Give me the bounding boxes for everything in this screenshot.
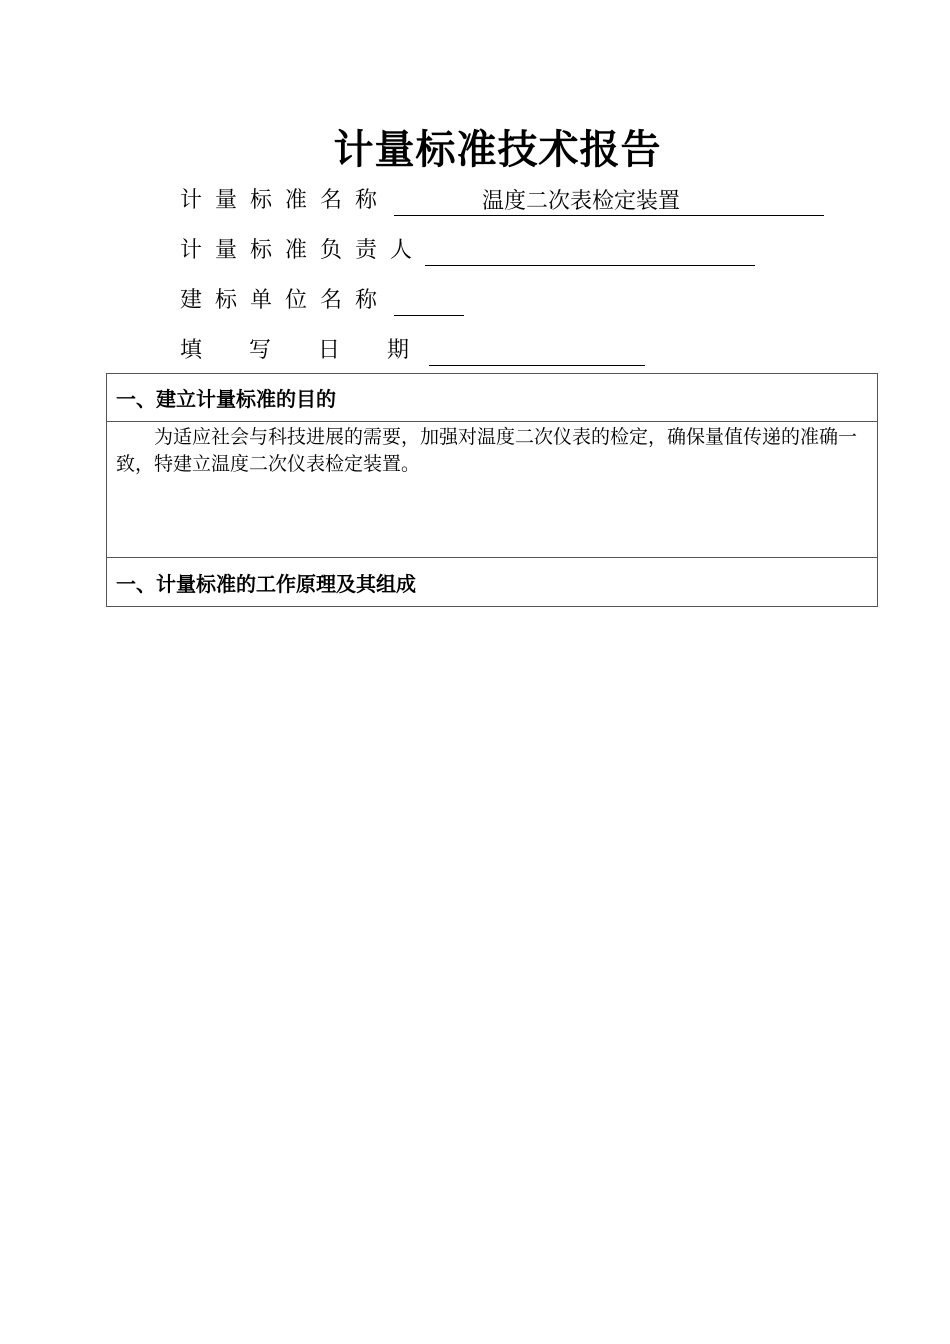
section-body-purpose: 为适应社会与科技进展的需要，加强对温度二次仪表的检定，确保量值传递的准确一致，特建立温度二次仪表检定装置。 (107, 422, 877, 558)
section-heading-purpose: 一、建立计量标准的目的 (107, 374, 877, 422)
report-table (106, 373, 878, 607)
org-name-row (180, 284, 464, 316)
fill-date-label-char: 写 (249, 338, 272, 363)
standard-owner-row (180, 234, 755, 266)
standard-owner-field[interactable] (425, 238, 755, 266)
standard-name-row (180, 184, 824, 216)
org-name-field[interactable] (394, 288, 464, 316)
fill-date-label (180, 336, 425, 366)
fill-date-row (180, 334, 645, 366)
fill-date-label-char: 日 (318, 338, 341, 363)
standard-owner-label: 计量标准负责人 (180, 238, 426, 263)
fill-date-label-char: 期 (387, 338, 410, 363)
standard-name-field[interactable]: 温度二次表检定装置 (394, 188, 824, 216)
section-heading-principle: 一、计量标准的工作原理及其组成 (116, 571, 416, 596)
fill-date-field[interactable] (429, 338, 645, 366)
fill-date-label-char: 填 (180, 338, 203, 363)
document-title: 计量标准技术报告 (333, 127, 662, 173)
standard-name-label: 计量标准名称 (180, 188, 391, 213)
org-name-label: 建标单位名称 (180, 288, 391, 313)
